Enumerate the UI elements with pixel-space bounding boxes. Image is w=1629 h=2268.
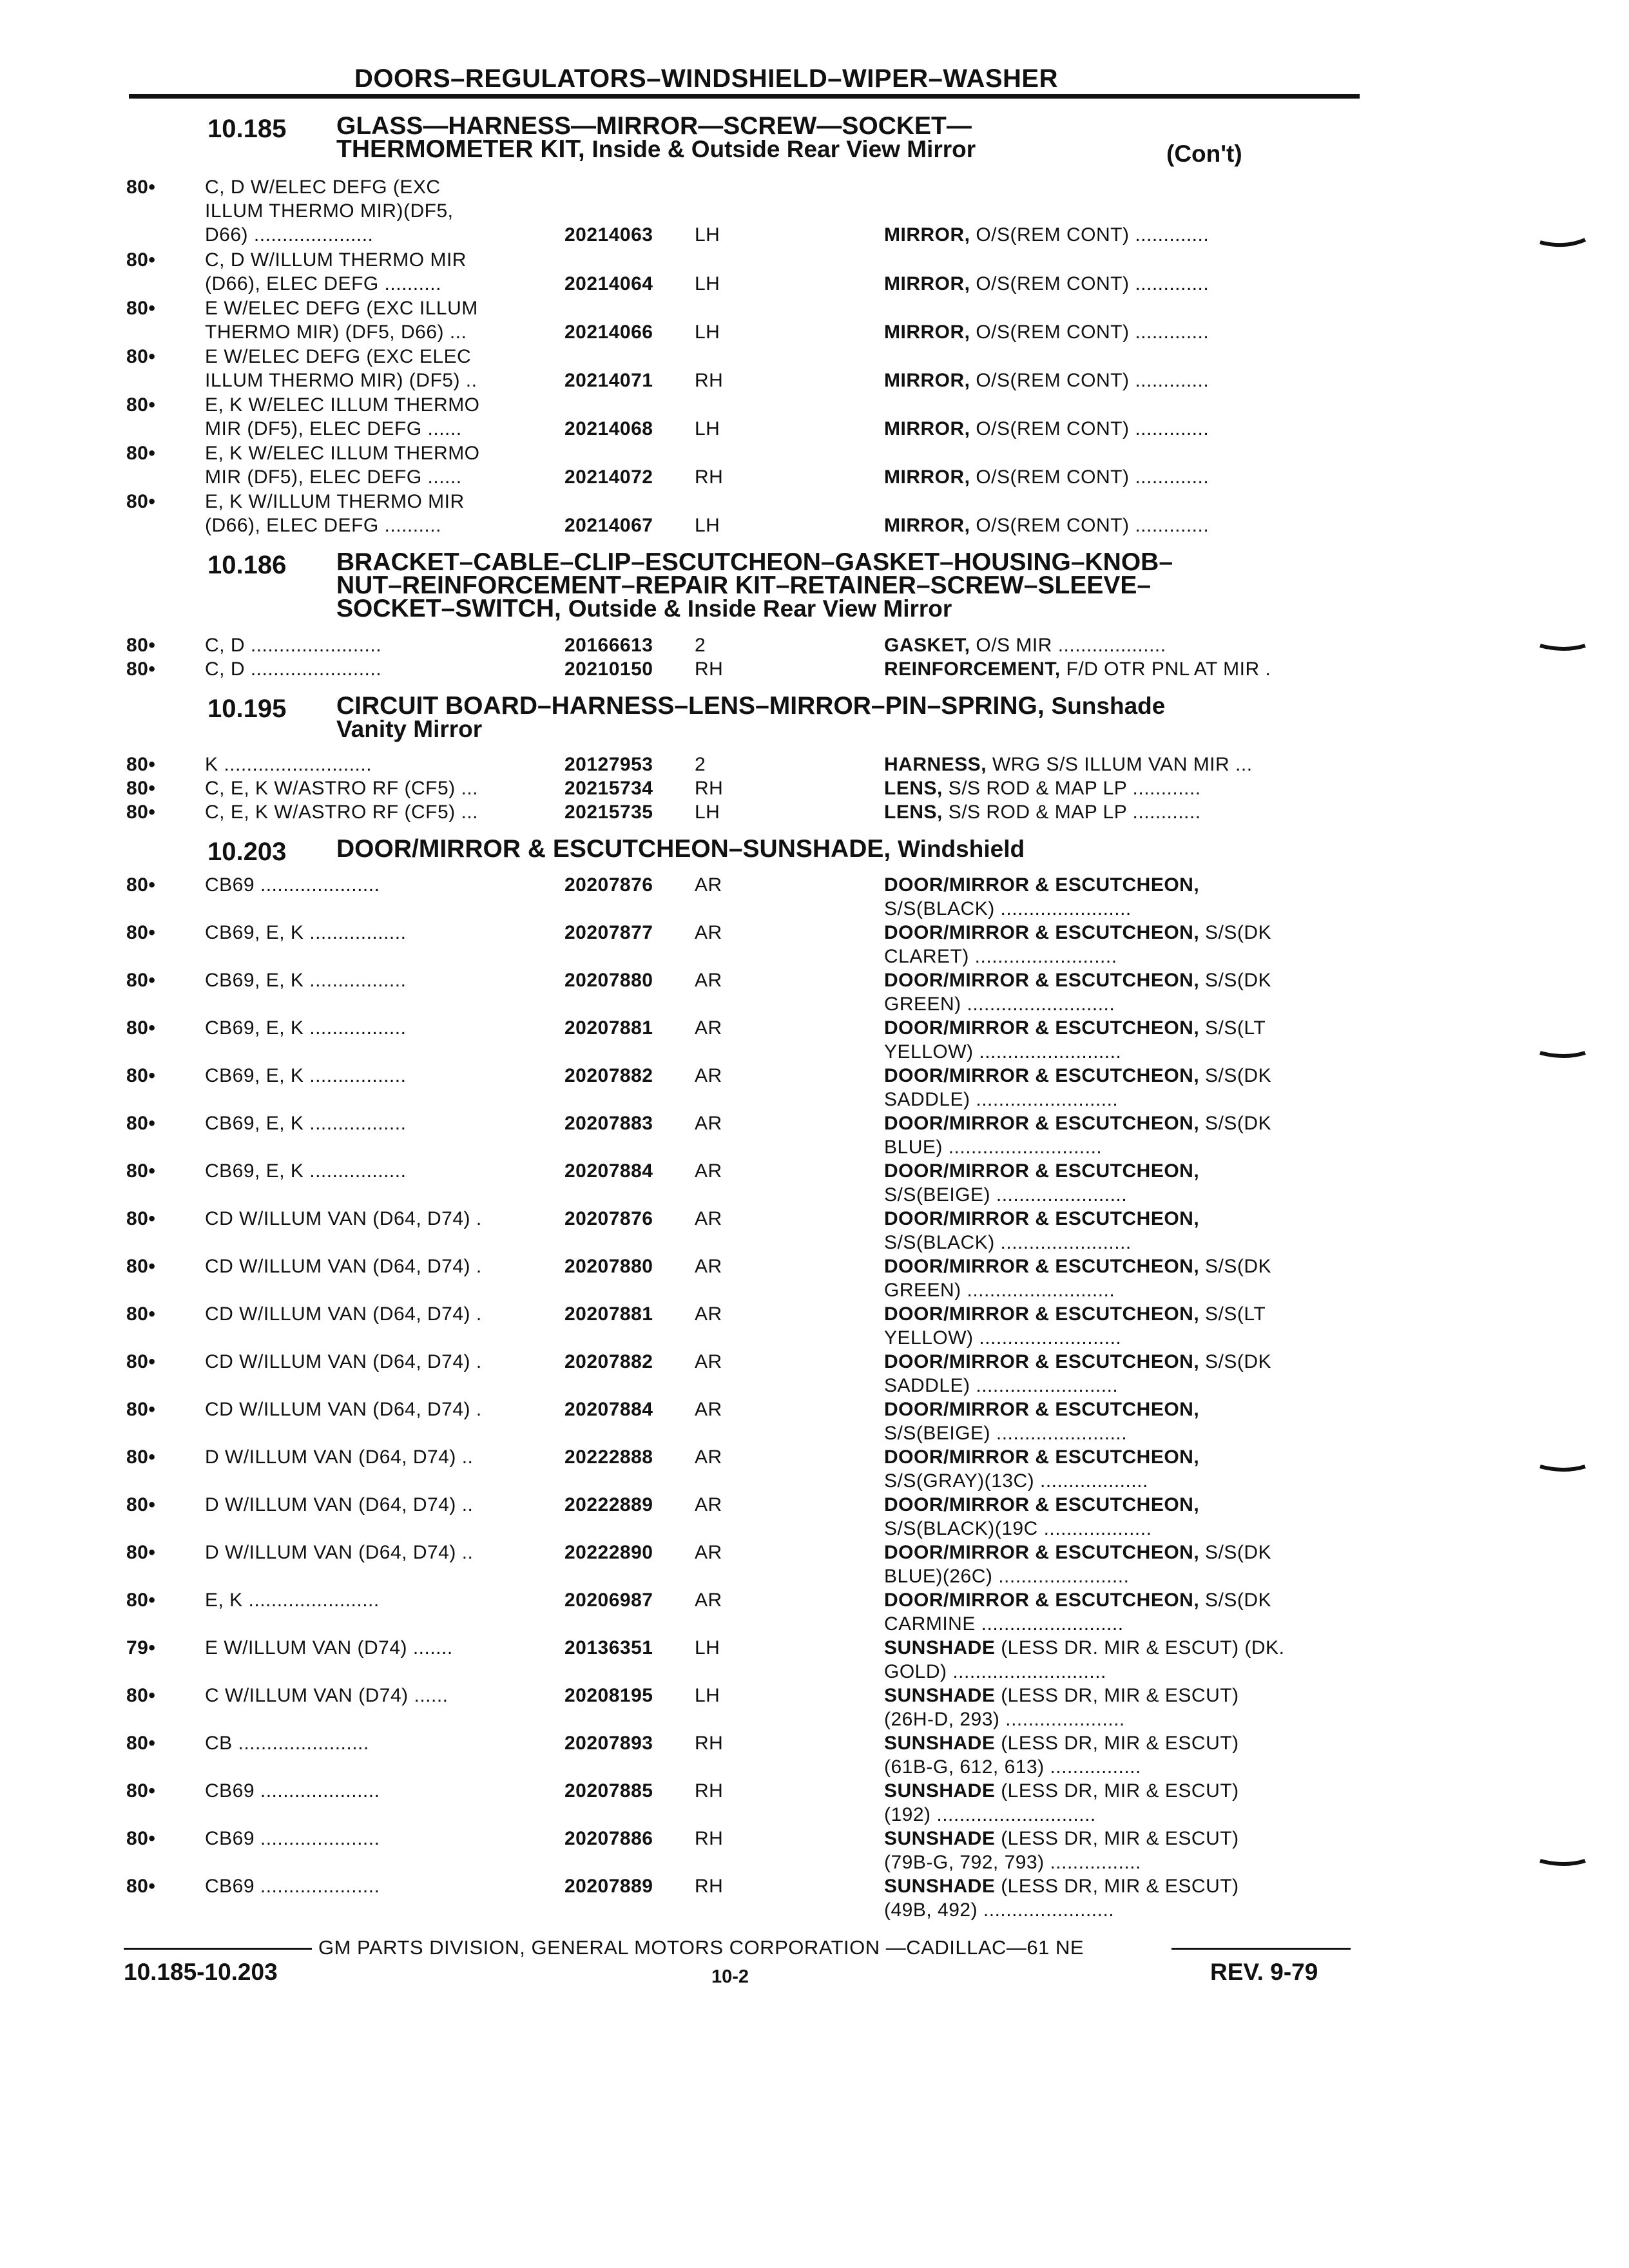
part-number: 20136351 — [564, 1637, 653, 1658]
section-title-sub: Windshield — [898, 836, 1025, 862]
part-name-detail: (LESS DR, MIR & ESCUT) (79B-G, 792, 793) ................ — [884, 1828, 1239, 1873]
part-name-bold: LENS, — [884, 802, 943, 823]
part-name-detail: S/S(DK GREEN) .......................... — [884, 1256, 1272, 1301]
quantity: AR — [695, 1017, 722, 1039]
usage-description: E, K W/ILLUM THERMO MIR (D66), ELEC DEFG .......... — [205, 491, 465, 536]
section-title-sub: Inside & Outside Rear View Mirror — [592, 136, 976, 162]
model-year: 80• — [126, 346, 156, 367]
part-name — [884, 1684, 1239, 1731]
model-year: 80• — [126, 1113, 156, 1134]
part-name — [884, 1445, 1199, 1493]
part-name — [884, 1350, 1271, 1398]
part-number: 20222890 — [564, 1542, 653, 1563]
part-name — [884, 776, 1201, 800]
quantity: LH — [695, 322, 720, 343]
part-name-bold: DOOR/MIRROR & ESCUTCHEON, — [884, 1446, 1200, 1468]
part-name-bold: DOOR/MIRROR & ESCUTCHEON, — [884, 1208, 1200, 1229]
part-name-bold: HARNESS, — [884, 754, 987, 775]
part-number: 20214067 — [564, 515, 653, 536]
usage-description: C, D ....................... — [205, 658, 382, 680]
part-number: 20207884 — [564, 1160, 653, 1182]
usage-description: E W/ELEC DEFG (EXC ILLUM THERMO MIR) (DF5, D66) ... — [205, 298, 478, 343]
part-name-bold: DOOR/MIRROR & ESCUTCHEON, — [884, 874, 1200, 896]
part-name-bold: LENS, — [884, 778, 943, 799]
part-name-detail: F/D OTR PNL AT MIR . — [1060, 658, 1271, 680]
quantity: RH — [695, 1733, 724, 1754]
part-name-bold: DOOR/MIRROR & ESCUTCHEON, — [884, 1017, 1200, 1039]
quantity: RH — [695, 370, 724, 391]
part-number: 20207881 — [564, 1017, 653, 1039]
quantity: AR — [695, 1494, 722, 1515]
part-name-bold: SUNSHADE — [884, 1876, 996, 1897]
part-name — [884, 320, 1209, 344]
part-number: 20214064 — [564, 273, 653, 294]
part-name-detail: O/S(REM CONT) ............. — [970, 370, 1210, 391]
quantity: AR — [695, 1113, 722, 1134]
quantity: 2 — [695, 754, 706, 775]
model-year: 80• — [126, 394, 156, 416]
quantity: LH — [695, 418, 720, 439]
part-name-bold: GASKET, — [884, 635, 970, 656]
part-name — [884, 968, 1271, 1016]
margin-tick-mark — [1539, 237, 1586, 251]
part-name-detail: S/S(DK SADDLE) ......................... — [884, 1351, 1272, 1396]
section-title-main: GLASS—HARNESS—MIRROR—SCREW—SOCKET— THERMOMETER KIT, — [336, 112, 972, 163]
part-name-detail: S/S(BLACK) ....................... — [884, 1232, 1132, 1253]
part-name-detail: O/S(REM CONT) ............. — [970, 322, 1210, 343]
usage-description: D W/ILLUM VAN (D64, D74) .. — [205, 1542, 474, 1563]
part-name — [884, 1779, 1239, 1827]
usage-description: C W/ILLUM VAN (D74) ...... — [205, 1685, 448, 1706]
usage-description: E, K W/ELEC ILLUM THERMO MIR (DF5), ELEC DEFG ...... — [205, 394, 480, 439]
usage-description: E W/ELEC DEFG (EXC ELEC ILLUM THERMO MIR) (DF5) .. — [205, 346, 477, 391]
quantity: LH — [695, 802, 720, 823]
part-name-detail: O/S(REM CONT) ............. — [970, 224, 1210, 245]
part-name — [884, 873, 1199, 921]
model-year: 80• — [126, 778, 156, 799]
part-name-bold: DOOR/MIRROR & ESCUTCHEON, — [884, 1590, 1200, 1611]
part-name — [884, 1398, 1199, 1445]
model-year: 80• — [126, 1303, 156, 1325]
usage-description: C, E, K W/ASTRO RF (CF5) ... — [205, 778, 479, 799]
margin-tick-mark — [1539, 1857, 1586, 1871]
part-name — [884, 1588, 1271, 1636]
footer-publisher: GM PARTS DIVISION, GENERAL MOTORS CORPORATION —CADILLAC—61 NE — [318, 1936, 1084, 1959]
part-number: 20207876 — [564, 1208, 653, 1229]
quantity: AR — [695, 1542, 722, 1563]
part-name-bold: REINFORCEMENT, — [884, 658, 1061, 680]
part-name-detail: O/S(REM CONT) ............. — [970, 466, 1210, 488]
quantity: AR — [695, 1303, 722, 1325]
usage-description: CD W/ILLUM VAN (D64, D74) . — [205, 1256, 482, 1277]
part-name — [884, 1016, 1266, 1064]
part-name-detail: (LESS DR, MIR & ESCUT) (192) ............................ — [884, 1780, 1239, 1825]
part-name — [884, 753, 1253, 776]
usage-description: CB69 ..................... — [205, 1828, 380, 1849]
usage-description: CD W/ILLUM VAN (D64, D74) . — [205, 1303, 482, 1325]
model-year: 80• — [126, 1828, 156, 1849]
section-title-sub: Sunshade Vanity Mirror — [336, 693, 1166, 742]
usage-description: CB69, E, K ................. — [205, 1017, 407, 1039]
section-title — [336, 112, 976, 163]
quantity: AR — [695, 1590, 722, 1611]
usage-description: E W/ILLUM VAN (D74) ....... — [205, 1637, 453, 1658]
part-name — [884, 633, 1166, 657]
footer-rule-right — [1171, 1948, 1351, 1950]
part-number: 20210150 — [564, 658, 653, 680]
model-year: 80• — [126, 1017, 156, 1039]
quantity: 2 — [695, 635, 706, 656]
model-year: 80• — [126, 1542, 156, 1563]
usage-description: CB69, E, K ................. — [205, 1065, 407, 1086]
quantity: LH — [695, 224, 720, 245]
part-name-bold: DOOR/MIRROR & ESCUTCHEON, — [884, 1113, 1200, 1134]
part-number: 20207882 — [564, 1065, 653, 1086]
part-name-detail: S/S(LT YELLOW) ......................... — [884, 1017, 1266, 1062]
part-name-bold: MIRROR, — [884, 466, 970, 488]
part-name-bold: SUNSHADE — [884, 1828, 996, 1849]
part-number: 20214068 — [564, 418, 653, 439]
usage-description: D W/ILLUM VAN (D64, D74) .. — [205, 1446, 474, 1468]
part-name-detail: S/S(DK CLARET) ......................... — [884, 922, 1272, 967]
usage-description: D W/ILLUM VAN (D64, D74) .. — [205, 1494, 474, 1515]
part-name — [884, 1207, 1199, 1254]
part-name-detail: S/S(BEIGE) ....................... — [884, 1423, 1128, 1444]
quantity: AR — [695, 874, 722, 896]
quantity: AR — [695, 1351, 722, 1372]
usage-description: CB69 ..................... — [205, 874, 380, 896]
quantity: RH — [695, 1876, 724, 1897]
part-name-detail: O/S MIR ................... — [970, 635, 1166, 656]
part-number: 20207884 — [564, 1399, 653, 1420]
part-name — [884, 369, 1209, 392]
part-name-bold: DOOR/MIRROR & ESCUTCHEON, — [884, 922, 1200, 943]
part-name-detail: S/S(GRAY)(13C) ................... — [884, 1470, 1148, 1492]
quantity: AR — [695, 1065, 722, 1086]
part-name-detail: S/S(DK CARMINE ......................... — [884, 1590, 1272, 1635]
part-name-bold: DOOR/MIRROR & ESCUTCHEON, — [884, 970, 1200, 991]
footer-page-number: 10-2 — [711, 1966, 749, 1987]
part-name-detail: O/S(REM CONT) ............. — [970, 515, 1210, 536]
usage-description: E, K ....................... — [205, 1590, 380, 1611]
part-name-bold: DOOR/MIRROR & ESCUTCHEON, — [884, 1351, 1200, 1372]
section-title-main: CIRCUIT BOARD–HARNESS–LENS–MIRROR–PIN–SPRING, — [336, 692, 1045, 720]
footer-revision: REV. 9-79 — [1210, 1959, 1318, 1985]
quantity: AR — [695, 922, 722, 943]
part-name-detail: (LESS DR, MIR & ESCUT) (61B-G, 612, 613) ................ — [884, 1733, 1239, 1778]
model-year: 80• — [126, 658, 156, 680]
part-name — [884, 223, 1209, 247]
part-name — [884, 1874, 1239, 1922]
part-name-detail: (LESS DR. MIR & ESCUT) (DK. GOLD) ........................... — [884, 1637, 1285, 1682]
quantity: RH — [695, 466, 724, 488]
quantity: RH — [695, 658, 724, 680]
part-name — [884, 1111, 1271, 1159]
usage-description: K .......................... — [205, 754, 372, 775]
model-year: 80• — [126, 802, 156, 823]
section-title — [336, 548, 1173, 622]
part-name-bold: DOOR/MIRROR & ESCUTCHEON, — [884, 1399, 1200, 1420]
part-name-detail: S/S(DK SADDLE) ......................... — [884, 1065, 1272, 1110]
part-name — [884, 1254, 1271, 1302]
part-name-detail: S/S ROD & MAP LP ............ — [942, 802, 1201, 823]
quantity: AR — [695, 1160, 722, 1182]
margin-tick-mark — [1539, 642, 1586, 656]
usage-description: CD W/ILLUM VAN (D64, D74) . — [205, 1208, 482, 1229]
part-number: 20207876 — [564, 874, 653, 896]
model-year: 80• — [126, 443, 156, 464]
section-title-main: BRACKET–CABLE–CLIP–ESCUTCHEON–GASKET–HOUSING–KNOB– NUT–REINFORCEMENT–REPAIR KIT–RETAINER–SCREW–SLEEVE– SOCKET–SWITCH, — [336, 548, 1173, 622]
usage-description: CB ....................... — [205, 1733, 369, 1754]
part-name-bold: DOOR/MIRROR & ESCUTCHEON, — [884, 1494, 1200, 1515]
header-rule — [129, 94, 1360, 99]
model-year: 80• — [126, 635, 156, 656]
part-name — [884, 272, 1209, 296]
part-number: 20214063 — [564, 224, 653, 245]
model-year: 80• — [126, 1160, 156, 1182]
quantity: RH — [695, 1828, 724, 1849]
part-name-detail: S/S(DK GREEN) .......................... — [884, 970, 1272, 1015]
part-name — [884, 1636, 1284, 1684]
quantity: RH — [695, 778, 724, 799]
model-year: 80• — [126, 922, 156, 943]
part-name-bold: SUNSHADE — [884, 1637, 996, 1658]
margin-tick-mark — [1539, 1463, 1586, 1477]
part-name-bold: MIRROR, — [884, 322, 970, 343]
model-year: 80• — [126, 298, 156, 319]
part-name — [884, 1493, 1199, 1541]
part-number: 20214072 — [564, 466, 653, 488]
part-name — [884, 1159, 1199, 1207]
part-name-bold: MIRROR, — [884, 515, 970, 536]
usage-description: CB69, E, K ................. — [205, 1113, 407, 1134]
part-name — [884, 921, 1271, 968]
part-number: 20207885 — [564, 1780, 653, 1802]
quantity: LH — [695, 1637, 720, 1658]
part-name-bold: MIRROR, — [884, 418, 970, 439]
part-name-detail: S/S(DK BLUE) ........................... — [884, 1113, 1272, 1158]
part-number: 20207880 — [564, 1256, 653, 1277]
model-year: 80• — [126, 1208, 156, 1229]
section-number: 10.185 — [207, 115, 287, 143]
part-name — [884, 1827, 1239, 1874]
quantity: AR — [695, 1208, 722, 1229]
quantity: AR — [695, 1256, 722, 1277]
part-name — [884, 1064, 1271, 1111]
model-year: 79• — [126, 1637, 156, 1658]
part-name-bold: DOOR/MIRROR & ESCUTCHEON, — [884, 1542, 1200, 1563]
quantity: AR — [695, 1399, 722, 1420]
model-year: 80• — [126, 1065, 156, 1086]
part-number: 20127953 — [564, 754, 653, 775]
usage-description: CD W/ILLUM VAN (D64, D74) . — [205, 1399, 482, 1420]
quantity: LH — [695, 273, 720, 294]
part-name — [884, 514, 1209, 537]
continued-label: (Con't) — [1166, 140, 1242, 167]
part-number: 20207886 — [564, 1828, 653, 1849]
usage-description: C, D W/ILLUM THERMO MIR (D66), ELEC DEFG .......... — [205, 249, 467, 294]
part-name-bold: MIRROR, — [884, 224, 970, 245]
part-name-bold: SUNSHADE — [884, 1780, 996, 1802]
model-year: 80• — [126, 874, 156, 896]
part-name-bold: DOOR/MIRROR & ESCUTCHEON, — [884, 1160, 1200, 1182]
quantity: AR — [695, 970, 722, 991]
part-name — [884, 465, 1209, 489]
section-title — [336, 835, 1025, 863]
model-year: 80• — [126, 1876, 156, 1897]
page-header-title: DOORS–REGULATORS–WINDSHIELD–WIPER–WASHER — [354, 64, 1058, 93]
part-number: 20207882 — [564, 1351, 653, 1372]
usage-description: C, D ....................... — [205, 635, 382, 656]
usage-description: CB69, E, K ................. — [205, 970, 407, 991]
model-year: 80• — [126, 1685, 156, 1706]
part-name-detail: O/S(REM CONT) ............. — [970, 418, 1210, 439]
part-name-bold: DOOR/MIRROR & ESCUTCHEON, — [884, 1065, 1200, 1086]
usage-description: CB69, E, K ................. — [205, 1160, 407, 1182]
part-number: 20214066 — [564, 322, 653, 343]
quantity: RH — [695, 1780, 724, 1802]
part-name-detail: S/S ROD & MAP LP ............ — [942, 778, 1201, 799]
section-number: 10.203 — [207, 838, 287, 866]
part-number: 20222888 — [564, 1446, 653, 1468]
model-year: 80• — [126, 1446, 156, 1468]
model-year: 80• — [126, 249, 156, 271]
quantity: LH — [695, 1685, 720, 1706]
model-year: 80• — [126, 970, 156, 991]
part-number: 20207881 — [564, 1303, 653, 1325]
part-name — [884, 1302, 1266, 1350]
part-name-bold: SUNSHADE — [884, 1685, 996, 1706]
model-year: 80• — [126, 1590, 156, 1611]
part-name-detail: S/S(LT YELLOW) ......................... — [884, 1303, 1266, 1349]
section-title-sub: Outside & Inside Rear View Mirror — [568, 595, 952, 622]
part-number: 20222889 — [564, 1494, 653, 1515]
part-number: 20206987 — [564, 1590, 653, 1611]
section-number: 10.195 — [207, 695, 287, 723]
part-name-detail: S/S(BLACK) ....................... — [884, 898, 1132, 919]
part-number: 20215734 — [564, 778, 653, 799]
part-number: 20215735 — [564, 802, 653, 823]
model-year: 80• — [126, 1780, 156, 1802]
part-name-detail: S/S(DK BLUE)(26C) ....................... — [884, 1542, 1272, 1587]
quantity: LH — [695, 515, 720, 536]
part-name-detail: (LESS DR, MIR & ESCUT) (49B, 492) ....................... — [884, 1876, 1239, 1921]
part-name-detail: WRG S/S ILLUM VAN MIR ... — [987, 754, 1253, 775]
part-number: 20214071 — [564, 370, 653, 391]
part-number: 20207889 — [564, 1876, 653, 1897]
part-name-bold: MIRROR, — [884, 370, 970, 391]
part-name-bold: SUNSHADE — [884, 1733, 996, 1754]
usage-description: C, D W/ELEC DEFG (EXC ILLUM THERMO MIR)(DF5, D66) ..................... — [205, 177, 454, 245]
part-name — [884, 1731, 1239, 1779]
part-number: 20207893 — [564, 1733, 653, 1754]
model-year: 80• — [126, 177, 156, 198]
model-year: 80• — [126, 1351, 156, 1372]
usage-description: E, K W/ELEC ILLUM THERMO MIR (DF5), ELEC DEFG ...... — [205, 443, 480, 488]
part-name-bold: DOOR/MIRROR & ESCUTCHEON, — [884, 1303, 1200, 1325]
model-year: 80• — [126, 1399, 156, 1420]
part-number: 20207880 — [564, 970, 653, 991]
part-name-detail: S/S(BLACK)(19C ................... — [884, 1518, 1152, 1539]
footer-rule-left — [124, 1948, 312, 1950]
usage-description: CB69, E, K ................. — [205, 922, 407, 943]
part-name — [884, 800, 1201, 824]
part-number: 20207883 — [564, 1113, 653, 1134]
usage-description: CB69 ..................... — [205, 1780, 380, 1802]
section-number: 10.186 — [207, 551, 287, 579]
part-number: 20166613 — [564, 635, 653, 656]
section-title — [336, 692, 1166, 742]
part-name-detail: O/S(REM CONT) ............. — [970, 273, 1210, 294]
quantity: AR — [695, 1446, 722, 1468]
part-name — [884, 1541, 1271, 1588]
usage-description: CB69 ..................... — [205, 1876, 380, 1897]
margin-tick-mark — [1539, 1049, 1586, 1063]
part-name-detail: (LESS DR, MIR & ESCUT) (26H-D, 293) ..................... — [884, 1685, 1239, 1730]
part-number: 20208195 — [564, 1685, 653, 1706]
model-year: 80• — [126, 1494, 156, 1515]
model-year: 80• — [126, 491, 156, 512]
section-title-main: DOOR/MIRROR & ESCUTCHEON–SUNSHADE, — [336, 835, 891, 863]
part-name — [884, 657, 1271, 681]
model-year: 80• — [126, 1256, 156, 1277]
part-name-bold: MIRROR, — [884, 273, 970, 294]
part-name-bold: DOOR/MIRROR & ESCUTCHEON, — [884, 1256, 1200, 1277]
model-year: 80• — [126, 1733, 156, 1754]
usage-description: C, E, K W/ASTRO RF (CF5) ... — [205, 802, 479, 823]
footer-section-range: 10.185-10.203 — [124, 1959, 278, 1985]
model-year: 80• — [126, 754, 156, 775]
part-name — [884, 417, 1209, 441]
part-name-detail: S/S(BEIGE) ....................... — [884, 1184, 1128, 1206]
part-number: 20207877 — [564, 922, 653, 943]
usage-description: CD W/ILLUM VAN (D64, D74) . — [205, 1351, 482, 1372]
